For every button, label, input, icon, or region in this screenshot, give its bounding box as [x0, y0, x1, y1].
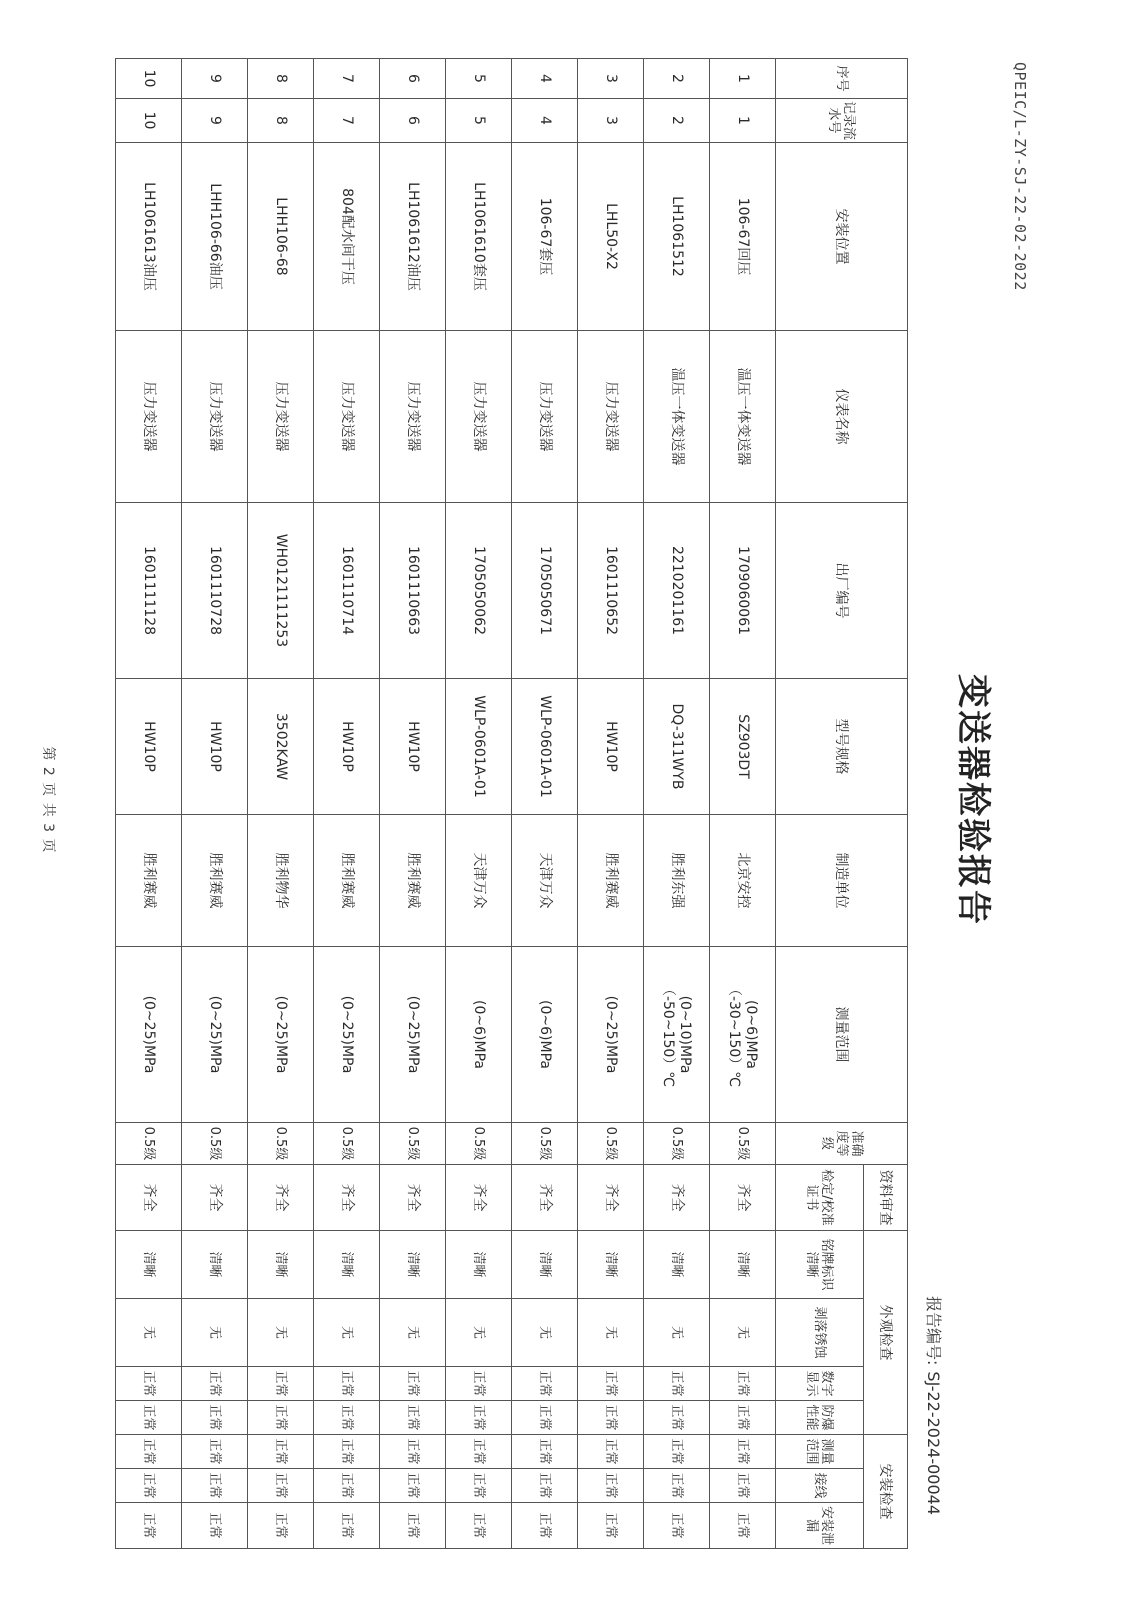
cell-seq: 9	[182, 59, 248, 99]
cell-leak: 正常	[380, 1503, 446, 1549]
table-row	[446, 59, 512, 1549]
cell-cert: 齐全	[512, 1165, 578, 1231]
cell-name: 压力变送器	[446, 331, 512, 503]
cell-maker: 胜利赛威	[578, 815, 644, 947]
cell-location: 106-67套压	[512, 143, 578, 331]
cell-model: HW10P	[380, 679, 446, 815]
cell-display: 正常	[380, 1367, 446, 1401]
header-nameplate: 铭牌标识清晰	[776, 1231, 864, 1299]
document-code: QPEIC/L-ZY-SJ-22-02-2022	[1011, 62, 1029, 291]
cell-name: 压力变送器	[512, 331, 578, 503]
cell-explosion: 正常	[644, 1401, 710, 1435]
header-leak: 安装泄漏	[776, 1503, 864, 1549]
cell-maker: 胜利赛威	[380, 815, 446, 947]
cell-serial: 1601111128	[116, 503, 182, 679]
cell-record: 2	[644, 99, 710, 143]
report-number-value: SJ-22-2024-00044	[924, 1371, 943, 1516]
cell-range: (0~10)MPa（-50~150）℃	[644, 947, 710, 1123]
cell-rust: 无	[314, 1299, 380, 1367]
report-number	[923, 1290, 946, 1515]
cell-cert: 齐全	[182, 1165, 248, 1231]
cell-leak: 正常	[578, 1503, 644, 1549]
cell-serial: 1601110728	[182, 503, 248, 679]
cell-serial: 1705050671	[512, 503, 578, 679]
cell-leak: 正常	[182, 1503, 248, 1549]
cell-model: 3502KAW	[248, 679, 314, 815]
table-row	[578, 59, 644, 1549]
cell-range-check: 正常	[644, 1435, 710, 1469]
cell-rust: 无	[578, 1299, 644, 1367]
cell-name: 压力变送器	[248, 331, 314, 503]
cell-display: 正常	[512, 1367, 578, 1401]
cell-record: 3	[578, 99, 644, 143]
cell-location: LH1061613油压	[116, 143, 182, 331]
cell-serial: WH0121111253	[248, 503, 314, 679]
cell-leak: 正常	[710, 1503, 776, 1549]
cell-location: LHL50-X2	[578, 143, 644, 331]
cell-range-check: 正常	[314, 1435, 380, 1469]
cell-explosion: 正常	[182, 1401, 248, 1435]
cell-record: 7	[314, 99, 380, 143]
cell-range-check: 正常	[446, 1435, 512, 1469]
table-row	[248, 59, 314, 1549]
cell-display: 正常	[248, 1367, 314, 1401]
cell-nameplate: 清晰	[710, 1231, 776, 1299]
cell-maker: 胜利赛威	[314, 815, 380, 947]
cell-display: 正常	[578, 1367, 644, 1401]
cell-model: SZ903DT	[710, 679, 776, 815]
table-row	[512, 59, 578, 1549]
cell-seq: 6	[380, 59, 446, 99]
page-footer: 第 2 页 共 3 页	[40, 746, 56, 854]
cell-leak: 正常	[116, 1503, 182, 1549]
cell-cert: 齐全	[578, 1165, 644, 1231]
cell-model: HW10P	[578, 679, 644, 815]
table-row	[644, 59, 710, 1549]
header-seq: 序号	[776, 59, 908, 99]
table-row	[314, 59, 380, 1549]
cell-nameplate: 清晰	[248, 1231, 314, 1299]
cell-wiring: 正常	[578, 1469, 644, 1503]
cell-explosion: 正常	[446, 1401, 512, 1435]
cell-display: 正常	[116, 1367, 182, 1401]
cell-explosion: 正常	[314, 1401, 380, 1435]
cell-range: (0~25)MPa	[116, 947, 182, 1123]
cell-model: WLP-0601A-01	[512, 679, 578, 815]
cell-seq: 10	[116, 59, 182, 99]
cell-accuracy: 0.5级	[578, 1123, 644, 1165]
cell-wiring: 正常	[380, 1469, 446, 1503]
header-install: 安装检查	[864, 1435, 908, 1549]
header-range: 测量范围	[776, 947, 908, 1123]
report-number-label: 报告编号:	[924, 1296, 943, 1366]
cell-record: 6	[380, 99, 446, 143]
cell-rust: 无	[182, 1299, 248, 1367]
cell-accuracy: 0.5级	[248, 1123, 314, 1165]
cell-model: HW10P	[182, 679, 248, 815]
cell-rust: 无	[644, 1299, 710, 1367]
report-title: 变送器检验报告	[953, 674, 993, 926]
header-range-check: 测量范围	[776, 1435, 864, 1469]
cell-range: (0~25)MPa	[578, 947, 644, 1123]
cell-range-check: 正常	[710, 1435, 776, 1469]
inspection-table	[115, 58, 908, 1549]
cell-range: (0~25)MPa	[182, 947, 248, 1123]
table-row	[182, 59, 248, 1549]
cell-wiring: 正常	[446, 1469, 512, 1503]
cell-serial: 2210201161	[644, 503, 710, 679]
table-row	[380, 59, 446, 1549]
cell-range-check: 正常	[578, 1435, 644, 1469]
cell-range: (0~6)MPa（-30~150）℃	[710, 947, 776, 1123]
cell-cert: 齐全	[446, 1165, 512, 1231]
cell-rust: 无	[116, 1299, 182, 1367]
cell-location: LHH106-66油压	[182, 143, 248, 331]
header-name: 仪表名称	[776, 331, 908, 503]
cell-wiring: 正常	[314, 1469, 380, 1503]
cell-leak: 正常	[248, 1503, 314, 1549]
cell-range-check: 正常	[248, 1435, 314, 1469]
cell-range-check: 正常	[116, 1435, 182, 1469]
cell-range: (0~6)MPa	[446, 947, 512, 1123]
cell-name: 温压一体变送器	[710, 331, 776, 503]
cell-display: 正常	[314, 1367, 380, 1401]
cell-record: 1	[710, 99, 776, 143]
cell-nameplate: 清晰	[578, 1231, 644, 1299]
cell-maker: 胜利东强	[644, 815, 710, 947]
cell-cert: 齐全	[248, 1165, 314, 1231]
cell-record: 8	[248, 99, 314, 143]
table-row	[710, 59, 776, 1549]
cell-rust: 无	[248, 1299, 314, 1367]
cell-leak: 正常	[512, 1503, 578, 1549]
cell-nameplate: 清晰	[380, 1231, 446, 1299]
cell-range: (0~6)MPa	[512, 947, 578, 1123]
header-serial: 出厂编号	[776, 503, 908, 679]
cell-nameplate: 清晰	[116, 1231, 182, 1299]
cell-range-check: 正常	[182, 1435, 248, 1469]
cell-cert: 齐全	[116, 1165, 182, 1231]
cell-record: 10	[116, 99, 182, 143]
cell-nameplate: 清晰	[446, 1231, 512, 1299]
cell-range: (0~25)MPa	[248, 947, 314, 1123]
cell-record: 9	[182, 99, 248, 143]
header-wiring: 接线	[776, 1469, 864, 1503]
cell-nameplate: 清晰	[314, 1231, 380, 1299]
cell-accuracy: 0.5级	[380, 1123, 446, 1165]
cell-accuracy: 0.5级	[710, 1123, 776, 1165]
header-maker: 制造单位	[776, 815, 908, 947]
header-explosion: 防爆性能	[776, 1401, 864, 1435]
cell-range-check: 正常	[512, 1435, 578, 1469]
cell-accuracy: 0.5级	[446, 1123, 512, 1165]
cell-location: LH1061612油压	[380, 143, 446, 331]
cell-location: LH1061610套压	[446, 143, 512, 331]
header-record-no: 记录流水号	[776, 99, 908, 143]
cell-display: 正常	[644, 1367, 710, 1401]
cell-serial: 1601110652	[578, 503, 644, 679]
cell-leak: 正常	[446, 1503, 512, 1549]
cell-location: LHH106-68	[248, 143, 314, 331]
cell-seq: 1	[710, 59, 776, 99]
cell-accuracy: 0.5级	[116, 1123, 182, 1165]
cell-location: 106-67回压	[710, 143, 776, 331]
cell-maker: 胜利物华	[248, 815, 314, 947]
cell-seq: 4	[512, 59, 578, 99]
cell-rust: 无	[446, 1299, 512, 1367]
cell-wiring: 正常	[512, 1469, 578, 1503]
cell-wiring: 正常	[248, 1469, 314, 1503]
cell-maker: 胜利赛威	[182, 815, 248, 947]
cell-name: 压力变送器	[380, 331, 446, 503]
cell-serial: 1601110663	[380, 503, 446, 679]
cell-nameplate: 清晰	[182, 1231, 248, 1299]
cell-name: 温压一体变送器	[644, 331, 710, 503]
cell-rust: 无	[380, 1299, 446, 1367]
cell-serial: 1601110714	[314, 503, 380, 679]
cell-maker: 天津万众	[512, 815, 578, 947]
cell-explosion: 正常	[380, 1401, 446, 1435]
cell-nameplate: 清晰	[644, 1231, 710, 1299]
header-model: 型号规格	[776, 679, 908, 815]
cell-maker: 天津万众	[446, 815, 512, 947]
header-doc-review: 资料审查	[864, 1165, 908, 1231]
header-appearance: 外观检查	[864, 1231, 908, 1435]
cell-model: HW10P	[116, 679, 182, 815]
header-accuracy: 准确度等级	[776, 1123, 908, 1165]
cell-accuracy: 0.5级	[314, 1123, 380, 1165]
cell-explosion: 正常	[710, 1401, 776, 1435]
cell-location: 804配水间干压	[314, 143, 380, 331]
cell-display: 正常	[182, 1367, 248, 1401]
cell-name: 压力变送器	[182, 331, 248, 503]
cell-leak: 正常	[644, 1503, 710, 1549]
cell-maker: 北京安控	[710, 815, 776, 947]
cell-explosion: 正常	[512, 1401, 578, 1435]
cell-accuracy: 0.5级	[512, 1123, 578, 1165]
cell-range: (0~25)MPa	[380, 947, 446, 1123]
cell-wiring: 正常	[182, 1469, 248, 1503]
header-display: 数字显示	[776, 1367, 864, 1401]
cell-record: 5	[446, 99, 512, 143]
cell-wiring: 正常	[116, 1469, 182, 1503]
header-cert: 检定/校准证书	[776, 1165, 864, 1231]
cell-record: 4	[512, 99, 578, 143]
cell-seq: 5	[446, 59, 512, 99]
cell-wiring: 正常	[644, 1469, 710, 1503]
cell-seq: 8	[248, 59, 314, 99]
header-location: 安装位置	[776, 143, 908, 331]
cell-range-check: 正常	[380, 1435, 446, 1469]
cell-model: HW10P	[314, 679, 380, 815]
cell-accuracy: 0.5级	[182, 1123, 248, 1165]
cell-rust: 无	[512, 1299, 578, 1367]
cell-serial: 1705050062	[446, 503, 512, 679]
header-rust: 剥落锈蚀	[776, 1299, 864, 1367]
cell-nameplate: 清晰	[512, 1231, 578, 1299]
cell-seq: 7	[314, 59, 380, 99]
cell-seq: 3	[578, 59, 644, 99]
cell-leak: 正常	[314, 1503, 380, 1549]
cell-display: 正常	[710, 1367, 776, 1401]
cell-cert: 齐全	[380, 1165, 446, 1231]
cell-explosion: 正常	[578, 1401, 644, 1435]
cell-seq: 2	[644, 59, 710, 99]
cell-explosion: 正常	[248, 1401, 314, 1435]
cell-name: 压力变送器	[578, 331, 644, 503]
cell-cert: 齐全	[710, 1165, 776, 1231]
cell-rust: 无	[710, 1299, 776, 1367]
cell-display: 正常	[446, 1367, 512, 1401]
table-row	[116, 59, 182, 1549]
cell-accuracy: 0.5级	[644, 1123, 710, 1165]
cell-location: LH1061512	[644, 143, 710, 331]
cell-model: DQ-311WYB	[644, 679, 710, 815]
cell-maker: 胜利赛威	[116, 815, 182, 947]
cell-range: (0~25)MPa	[314, 947, 380, 1123]
cell-model: WLP-0601A-01	[446, 679, 512, 815]
cell-name: 压力变送器	[314, 331, 380, 503]
cell-explosion: 正常	[116, 1401, 182, 1435]
cell-name: 压力变送器	[116, 331, 182, 503]
cell-wiring: 正常	[710, 1469, 776, 1503]
cell-cert: 齐全	[314, 1165, 380, 1231]
cell-serial: 1709060061	[710, 503, 776, 679]
cell-cert: 齐全	[644, 1165, 710, 1231]
